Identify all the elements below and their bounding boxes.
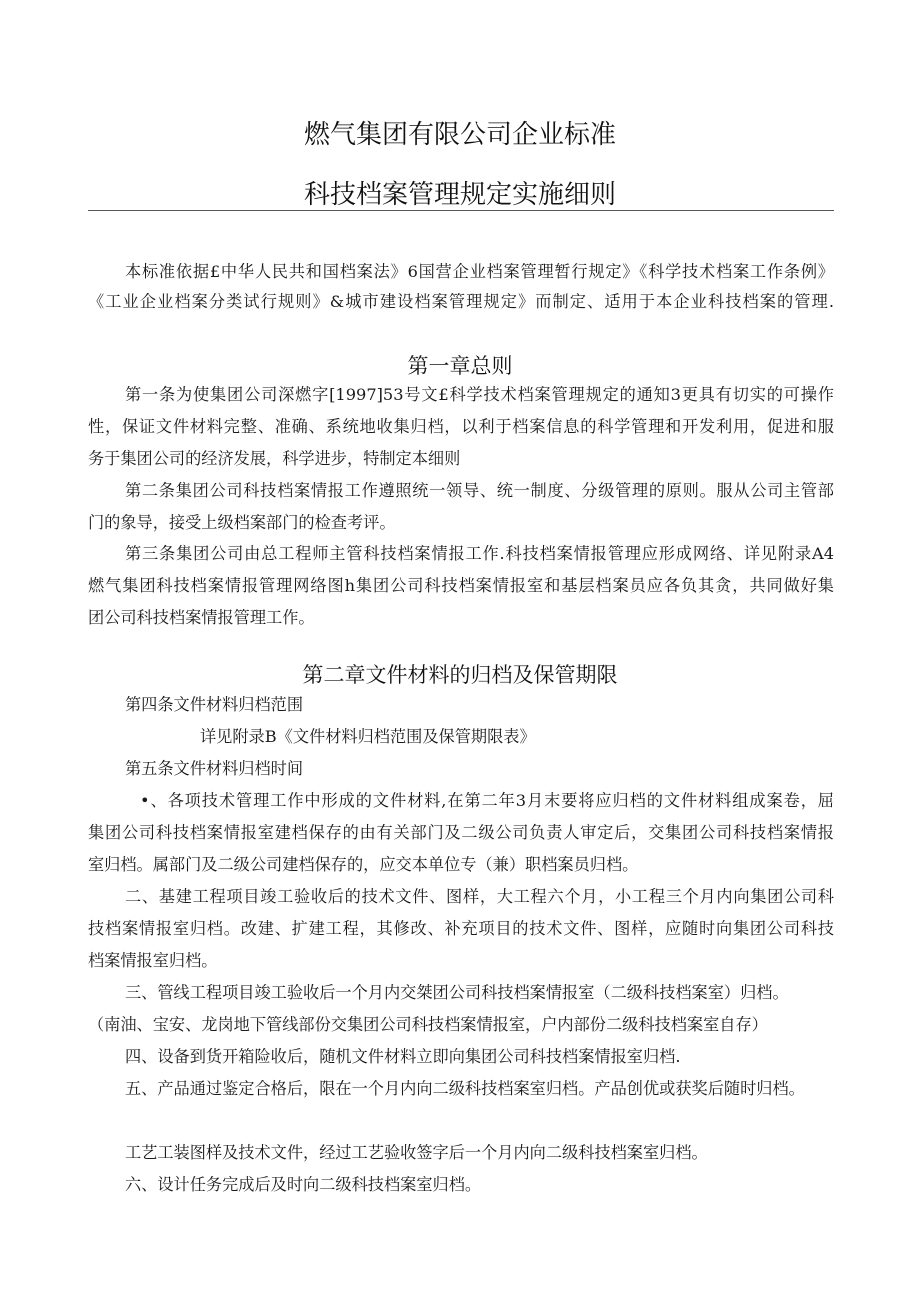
chapter1-line-2: 性，保证文件材料完整、准确、系统地收集归档，以利于档案信息的科学管理和开发利用，促进和服 [88, 417, 834, 436]
chapter2-line-4: •、各项技术管理工作中形成的文件材料,在第二年3月末要将应归档的文件材料组成案卷，屈 [140, 791, 834, 810]
title-divider [88, 210, 834, 211]
chapter1-line-8: 团公司科技档案情报管理工作。 [88, 608, 315, 627]
chapter1-line-6: 第三条集团公司由总工程师主管科技档案情报工作.科技档案情报管理应形成网络、详见附录A4 [125, 544, 834, 563]
chapter1-line-7: 燃气集团科技档案情报管理网络图h集团公司科技档案情报室和基层档案员应各负其贪，共同做好集 [88, 576, 834, 595]
chapter2-line-10: 三、管线工程项目竣工验收后一个月内交桀团公司科技档案情报室（二级科技档案室）归档。 [125, 983, 789, 1002]
chapter2-line-8: 技档案情报室归档。改建、扩建工程，其修改、补充项目的技术文件、图样，应随时向集团公司科技 [88, 919, 834, 938]
chapter2-line-2: 详见附录B《文件材料归档范围及保管期限表》 [200, 727, 536, 746]
chapter1-heading: 第一章总则 [407, 354, 513, 378]
document-title-line1: 燃气集团有限公司企业标准 [303, 120, 616, 150]
chapter2-line-7: 二、基建工程项目竣工验收后的技术文件、图样，大工程六个月，小工程三个月内向集团公司科 [125, 887, 834, 906]
chapter2-line-9: 档案情报室归档。 [88, 951, 218, 970]
chapter2-line-1: 第四条文件材料归档范围 [125, 695, 304, 714]
chapter2-line-6: 室归档。属部门及二级公司建档保存的，应交本单位专（兼）职档案员归档。 [88, 855, 639, 874]
chapter1-line-3: 务于集团公司的经济发展，科学进步，特制定本细则 [88, 449, 461, 468]
chapter2-line-14: 工艺工装图样及技术文件，经过工艺验收签字后一个月内向二级科技档案室归档。 [125, 1143, 708, 1162]
chapter2-heading: 第二章文件材料的归档及保管期限 [302, 663, 618, 687]
chapter1-line-1: 第一条为使集团公司深燃字[1997]53号文£科学技术档案管理规定的通知3更具有切实的可操作 [125, 385, 834, 404]
chapter2-line-15: 六、设计任务完成后及时向二级科技档案室归档。 [125, 1175, 482, 1194]
chapter1-line-5: 门的象导，接受上级档案部门的检查考评。 [88, 513, 396, 532]
intro-line-1: 本标准依据£中华人民共和国档案法》6国营企业档案管理暂行规定》《科学技术档案工作条例》 [125, 262, 834, 281]
chapter2-line-3: 第五条文件材料归档时间 [125, 759, 304, 778]
chapter2-line-13: 五、产品通过鉴定合格后，限在一个月内向二级科技档案室归档。产品创优或获奖后随时归档。 [125, 1079, 805, 1098]
chapter2-line-12: 四、设备到货开箱险收后，随机文件材料立即向集团公司科技档案情报室归档. [125, 1047, 681, 1066]
intro-line-2: 《工业企业档案分类试行规则》&城市建设档案管理规定》而制定、适用于本企业科技档案的管理. [88, 292, 834, 311]
document-title-line2: 科技档案管理规定实施细则 [303, 180, 616, 210]
chapter2-line-11: （南油、宝安、龙岗地下管线部份交集团公司科技档案情报室，户内部份二级科技档案室自存） [88, 1015, 768, 1034]
chapter2-line-5: 集团公司科技档案情报室建档保存的由有关部门及二级公司负责人审定后，交集团公司科技档案情报 [88, 823, 834, 842]
chapter1-line-4: 第二条集团公司科技档案情报工作遵照统一领导、统一制度、分级管理的原则。服从公司主管部 [125, 481, 834, 500]
